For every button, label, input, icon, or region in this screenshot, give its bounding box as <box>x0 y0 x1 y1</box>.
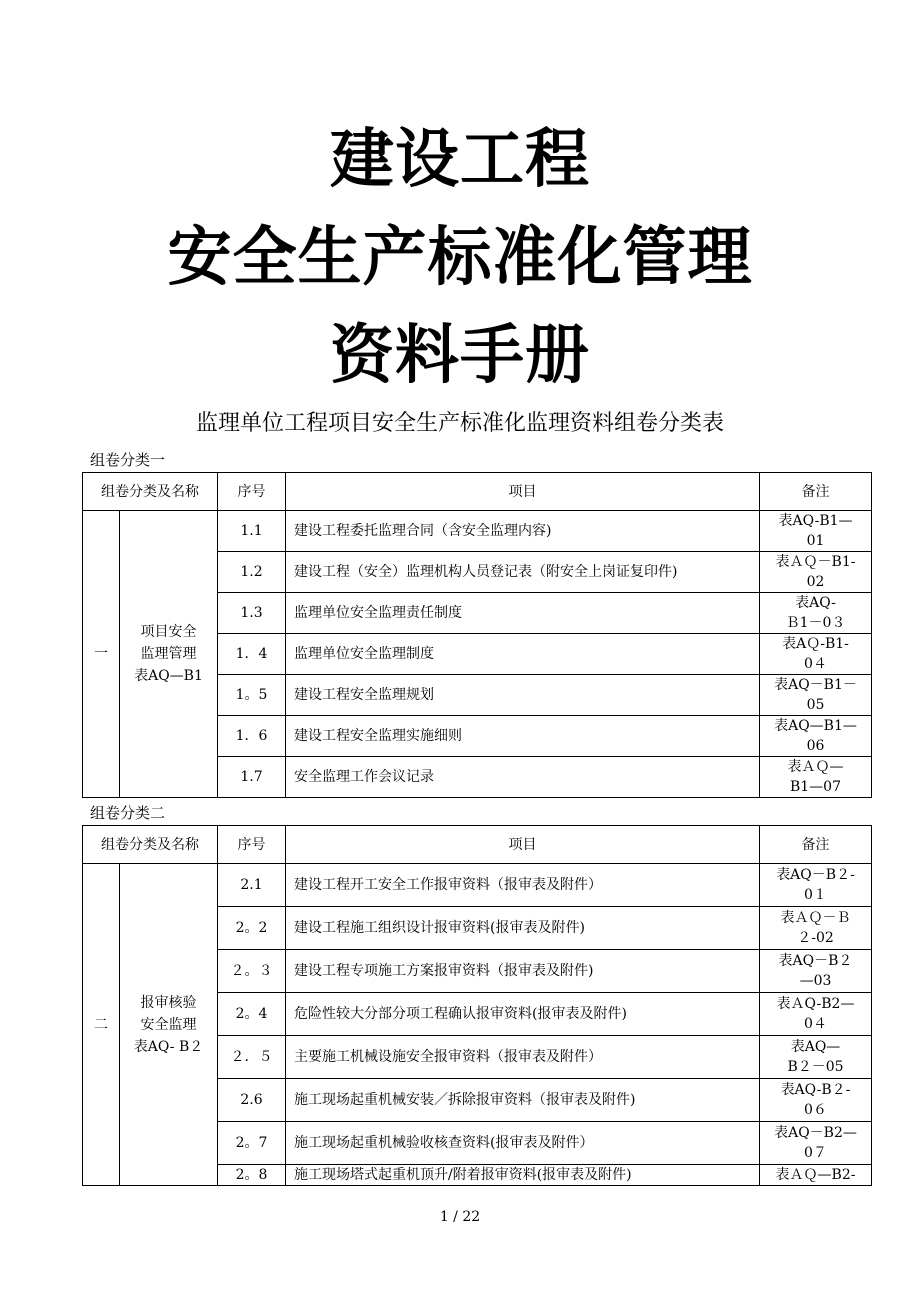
row-item: 安全监理工作会议记录 <box>286 757 760 798</box>
row-seq: 1．4 <box>218 634 286 675</box>
header-category: 组卷分类及名称 <box>83 473 218 511</box>
table-subtitle: 监理单位工程项目安全生产标准化监理资料组卷分类表 <box>195 411 724 436</box>
group2-label: 组卷分类二 <box>90 804 166 822</box>
table-header-row <box>83 473 872 511</box>
group2-table-body <box>83 826 872 1186</box>
row-note <box>760 1165 872 1186</box>
row-note-line2: 0４ <box>804 656 827 672</box>
row-seq: 2.1 <box>218 864 286 907</box>
row-note-line1: 表AQ—B1— <box>774 718 857 734</box>
row-seq: 1.7 <box>218 757 286 798</box>
row-note-line1: 表AQ- <box>795 595 836 611</box>
row-item: 主要施工机械设施安全报审资料（报审表及附件） <box>286 1036 760 1079</box>
row-note <box>760 1079 872 1122</box>
row-note-line1: 表ＡＱ－B1- <box>775 554 856 570</box>
row-seq: 1。5 <box>218 675 286 716</box>
row-item: 施工现场起重机械安装／拆除报审资料（报审表及附件) <box>286 1079 760 1122</box>
row-item: 施工现场塔式起重机顶升/附着报审资料(报审表及附件) <box>286 1165 760 1186</box>
row-item: 监理单位安全监理责任制度 <box>286 593 760 634</box>
title-line-3: 资料手册 <box>330 319 590 393</box>
row-note-line2: ２-02 <box>797 930 834 946</box>
group-number: 二 <box>83 864 120 1186</box>
row-item: 建设工程专项施工方案报审资料（报审表及附件) <box>286 950 760 993</box>
row-note-line1: 表AQ－B２ <box>778 953 853 969</box>
row-note-line1: 表AQ－B２- <box>776 867 855 883</box>
row-item: 建设工程安全监理实施细则 <box>286 716 760 757</box>
row-note-line2: 0４ <box>804 1016 827 1032</box>
row-note <box>760 511 872 552</box>
row-note-line1: 表AQ-B1— <box>778 513 853 529</box>
row-note <box>760 1122 872 1165</box>
row-item: 监理单位安全监理制度 <box>286 634 760 675</box>
row-note-line1: 表AQ— <box>790 1039 841 1055</box>
row-note-line1: 表ＡQ-B2— <box>776 996 855 1012</box>
row-item: 建设工程安全监理规划 <box>286 675 760 716</box>
row-seq: 1.3 <box>218 593 286 634</box>
group1-table <box>82 472 872 798</box>
header-category: 组卷分类及名称 <box>83 826 218 864</box>
row-seq: ２．５ <box>218 1036 286 1079</box>
row-note-line2: Ｂ1－0３ <box>785 615 846 631</box>
title-line-1: 建设工程 <box>330 123 590 197</box>
row-item: 建设工程开工安全工作报审资料（报审表及附件） <box>286 864 760 907</box>
group-name: 项目安全 监理管理 表AQ—B1 <box>120 511 218 798</box>
table-row <box>83 511 872 552</box>
row-note <box>760 993 872 1036</box>
row-note-line2: 0７ <box>804 1145 827 1161</box>
header-note: 备注 <box>760 473 872 511</box>
row-note <box>760 716 872 757</box>
row-seq: ２。３ <box>218 950 286 993</box>
page-number: 1 / 22 <box>439 1209 481 1225</box>
row-seq: 2。2 <box>218 907 286 950</box>
row-note-line2: —03 <box>799 973 832 989</box>
row-note-line2: 01 <box>806 533 825 549</box>
row-note-line2: B２－05 <box>787 1059 844 1075</box>
row-note-line2: B1—07 <box>789 779 841 795</box>
row-note-line2: 0６ <box>804 1102 827 1118</box>
group-name: 报审核验 安全监理 表AQ- B２ <box>120 864 218 1186</box>
table-header-row <box>83 826 872 864</box>
row-note-line1: 表ＡＱ— <box>787 759 844 775</box>
row-seq: 1.1 <box>218 511 286 552</box>
row-seq: 2。4 <box>218 993 286 1036</box>
row-note <box>760 675 872 716</box>
row-note <box>760 552 872 593</box>
row-note-line1: 表AQ-B２- <box>780 1082 851 1098</box>
row-note <box>760 593 872 634</box>
row-note-line1: 表AQ－B1－ <box>774 677 857 693</box>
row-item: 建设工程施工组织设计报审资料(报审表及附件) <box>286 907 760 950</box>
header-item: 项目 <box>286 473 760 511</box>
row-note-line2: 06 <box>806 738 825 754</box>
row-item: 建设工程（安全）监理机构人员登记表（附安全上岗证复印件) <box>286 552 760 593</box>
row-seq: 1.2 <box>218 552 286 593</box>
row-note <box>760 1036 872 1079</box>
row-seq: 2。8 <box>218 1165 286 1186</box>
row-note <box>760 907 872 950</box>
row-note-line1: 表ＡＱ－Ｂ <box>780 910 851 926</box>
row-seq: 2。7 <box>218 1122 286 1165</box>
row-note-line2: 0１ <box>804 887 827 903</box>
row-seq: 1．6 <box>218 716 286 757</box>
header-seq: 序号 <box>218 473 286 511</box>
row-note <box>760 950 872 993</box>
header-seq: 序号 <box>218 826 286 864</box>
row-item: 危险性较大分部分项工程确认报审资料(报审表及附件) <box>286 993 760 1036</box>
table-row <box>83 864 872 907</box>
row-note-line1: 表AQ－B2— <box>774 1125 857 1141</box>
group-number: 一 <box>83 511 120 798</box>
row-note <box>760 757 872 798</box>
row-note-line2: 02 <box>806 574 825 590</box>
row-note <box>760 864 872 907</box>
row-item: 建设工程委托监理合同（含安全监理内容) <box>286 511 760 552</box>
group2-table <box>82 825 872 1186</box>
header-note: 备注 <box>760 826 872 864</box>
row-item: 施工现场起重机械验收核查资料(报审表及附件） <box>286 1122 760 1165</box>
row-note <box>760 634 872 675</box>
row-note-line2: 05 <box>806 697 825 713</box>
group1-table-body <box>83 473 872 798</box>
row-note-line1: 表AＱ-B1- <box>782 636 849 652</box>
header-item: 项目 <box>286 826 760 864</box>
row-seq: 2.6 <box>218 1079 286 1122</box>
title-line-2: 安全生产标准化管理 <box>167 221 753 295</box>
row-note-line1: 表ＡＱ—B2- <box>775 1167 856 1183</box>
group1-label: 组卷分类一 <box>90 451 166 469</box>
